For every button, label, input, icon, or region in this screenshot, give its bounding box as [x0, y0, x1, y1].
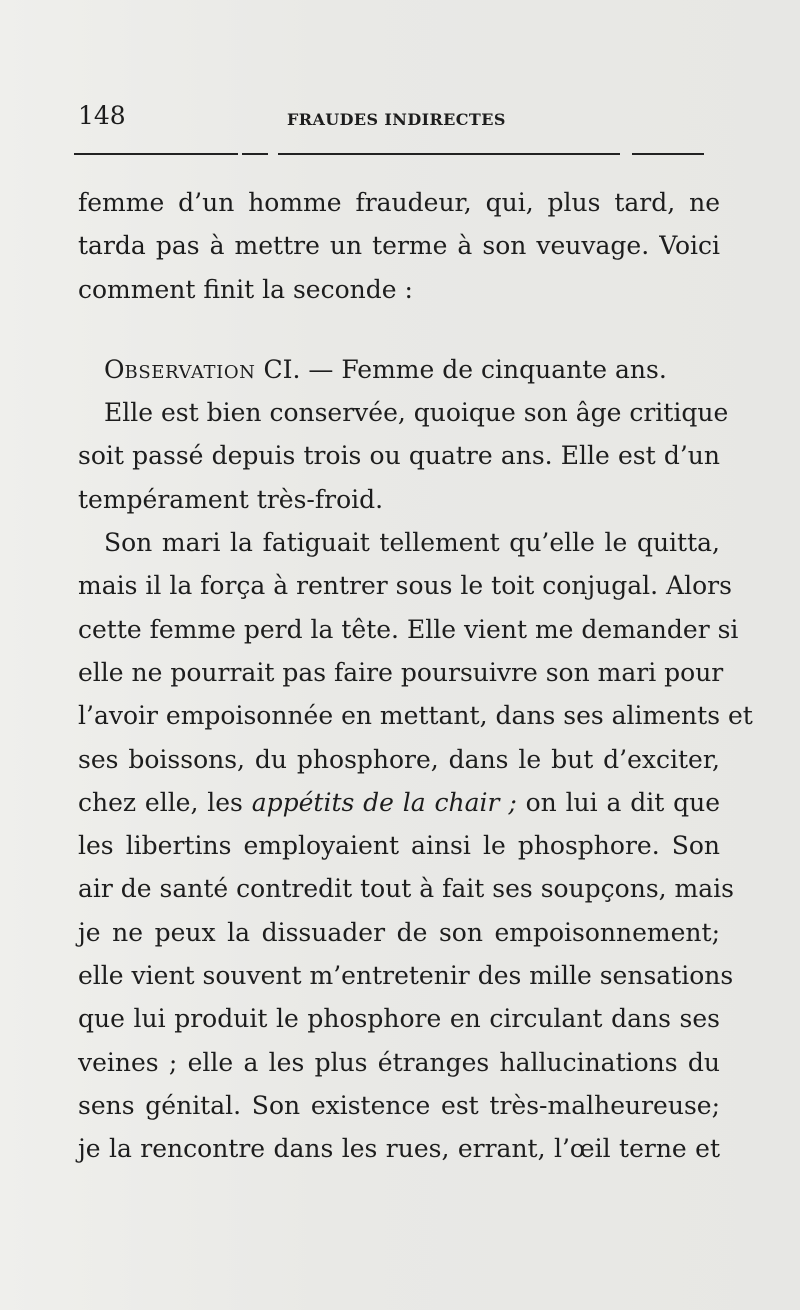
header-rule-segment: [632, 153, 704, 155]
text-segment: on lui a dit que: [516, 787, 720, 817]
text-line: air de santé contredit tout à fait ses soupçons, mais: [78, 874, 734, 904]
text-line: sens génital. Son existence est très-malheureuse;: [78, 1090, 720, 1120]
text-line: soit passé depuis trois ou quatre ans. Elle est d’un: [78, 441, 720, 471]
observation-small-caps: BSERVATION: [124, 361, 256, 383]
observation-heading: [78, 348, 720, 391]
running-head: FRAUDES INDIRECTES: [287, 110, 506, 129]
text-line: veines ; elle a les plus étranges hallucinations du: [78, 1047, 720, 1077]
header-rule-segment: [74, 153, 238, 155]
text-line: tempérament très-froid.: [78, 484, 384, 514]
text-line: femme d’un homme fraudeur, qui, plus tard, ne: [78, 188, 720, 217]
observation-initial: O: [104, 354, 125, 384]
text-line: comment finit la seconde :: [78, 274, 413, 304]
paragraph-spacer: [78, 311, 720, 348]
page-header: [78, 102, 720, 142]
text-line: je la rencontre dans les rues, errant, l’œil terne et: [78, 1134, 720, 1164]
text-line-italic-phrase: [78, 781, 720, 824]
text-line: tarda pas à mettre un terme à son veuvage. Voici: [78, 231, 720, 261]
text-line: cette femme perd la tête. Elle vient me demander si: [78, 614, 739, 644]
observation-title: CI. — Femme de cinquante ans.: [255, 354, 667, 384]
italic-phrase: appétits de la chair ;: [251, 787, 517, 817]
text-line: mais il la força à rentrer sous le toit conjugal. Alors: [78, 571, 732, 601]
text-segment: chez elle, les: [78, 787, 252, 817]
text-line: Son mari la fatiguait tellement qu’elle le quitta,: [104, 528, 720, 558]
text-line: elle vient souvent m’entretenir des mille sensations: [78, 961, 734, 991]
page-number: 148: [78, 101, 126, 130]
text-line: que lui produit le phosphore en circulant dans ses: [78, 1004, 720, 1034]
text-line: l’avoir empoisonnée en mettant, dans ses aliments et: [78, 701, 753, 731]
header-rule: [74, 151, 714, 159]
header-rule-segment: [242, 153, 268, 155]
text-line: Elle est bien conservée, quoique son âge critique: [104, 398, 729, 428]
text-line: je ne peux la dissuader de son empoisonnement;: [78, 917, 720, 947]
body-text: [78, 181, 753, 1171]
text-line: les libertins employaient ainsi le phosphore. Son: [78, 831, 720, 861]
text-line: elle ne pourrait pas faire poursuivre son mari pour: [78, 657, 724, 687]
text-line: ses boissons, du phosphore, dans le but d’exciter,: [78, 744, 720, 774]
header-rule-segment: [278, 153, 620, 155]
